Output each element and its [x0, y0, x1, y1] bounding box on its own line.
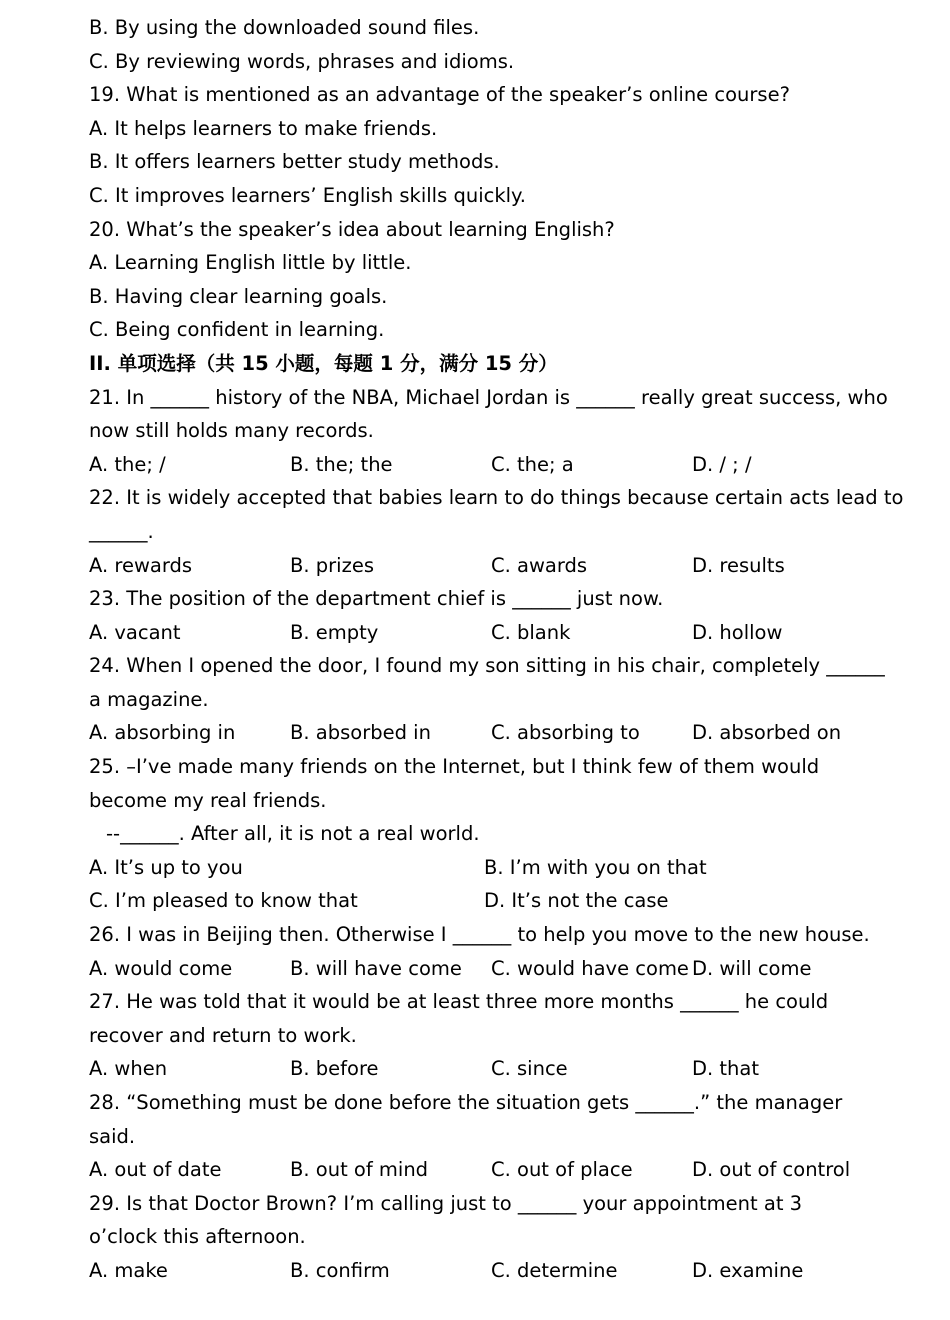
q29-option-a: A. make [89, 1258, 168, 1282]
q19-option-a: A. It helps learners to make friends. [89, 116, 438, 140]
q29-option-b: B. confirm [290, 1258, 390, 1282]
q27-option-c: C. since [491, 1057, 568, 1081]
q21-stem-line2: now still holds many records. [89, 419, 374, 443]
q23-stem: 23. The position of the department chief is ______ just now. [89, 587, 664, 611]
q23-option-d: D. hollow [692, 620, 783, 644]
q22-option-d: D. results [692, 553, 785, 577]
q20-option-c: C. Being confident in learning. [89, 318, 385, 342]
q19-option-b: B. It offers learners better study methods. [89, 150, 500, 174]
q22-stem-line1: 22. It is widely accepted that babies learn to do things because certain acts lead to [89, 486, 904, 510]
q24-stem-line2: a magazine. [89, 687, 209, 711]
q27-options [89, 1052, 879, 1086]
q28-stem-line2: said. [89, 1124, 136, 1148]
q25-option-c: C. I’m pleased to know that [89, 889, 358, 913]
q22-option-c: C. awards [491, 553, 588, 577]
q29-options [89, 1254, 879, 1288]
q21-options [89, 448, 879, 482]
section-heading: II. 单项选择（共 15 小题，每题 1 分，满分 15 分） [89, 351, 558, 375]
q25-stem-line2: become my real friends. [89, 788, 327, 812]
q18-option-c: C. By reviewing words, phrases and idioms. [89, 49, 515, 73]
q20-option-b: B. Having clear learning goals. [89, 284, 388, 308]
q21-option-d: D. / ; / [692, 452, 752, 476]
q23-option-b: B. empty [290, 620, 379, 644]
q22-options [89, 549, 879, 583]
q28-option-a: A. out of date [89, 1158, 222, 1182]
q23-option-c: C. blank [491, 620, 571, 644]
q22-option-a: A. rewards [89, 553, 193, 577]
q29-option-d: D. examine [692, 1258, 804, 1282]
q26-option-c: C. would have come [491, 956, 689, 980]
q24-option-d: D. absorbed on [692, 721, 842, 745]
q28-stem-line1: 28. “Something must be done before the situation gets ______.” the manager [89, 1091, 843, 1114]
q26-option-b: B. will have come [290, 956, 462, 980]
q24-option-b: B. absorbed in [290, 721, 431, 745]
q21-option-a: A. the; / [89, 452, 166, 476]
q28-option-c: C. out of place [491, 1158, 633, 1182]
q27-option-d: D. that [692, 1057, 760, 1081]
q27-option-a: A. when [89, 1057, 168, 1081]
q21-option-b: B. the; the [290, 452, 393, 476]
q28-option-d: D. out of control [692, 1158, 851, 1182]
q25-options-row1 [89, 851, 879, 885]
q25-stem-line1: 25. –I’ve made many friends on the Internet, but I think few of them would [89, 755, 820, 779]
q24-options [89, 716, 879, 750]
q29-option-c: C. determine [491, 1258, 618, 1282]
q25-options-row2 [89, 884, 879, 918]
q24-option-a: A. absorbing in [89, 721, 236, 745]
q24-option-c: C. absorbing to [491, 721, 640, 745]
q28-option-b: B. out of mind [290, 1158, 429, 1182]
q26-option-a: A. would come [89, 956, 233, 980]
q18-option-b: B. By using the downloaded sound files. [89, 16, 480, 39]
q22-option-b: B. prizes [290, 553, 374, 577]
q29-stem-line2: o’clock this afternoon. [89, 1225, 306, 1249]
q22-stem-line2: ______. [89, 519, 154, 543]
q27-stem-line1: 27. He was told that it would be at least three more months ______ he could [89, 990, 829, 1014]
q24-stem-line1: 24. When I opened the door, I found my son sitting in his chair, completely ______ [89, 654, 885, 678]
q26-stem: 26. I was in Beijing then. Otherwise I ______ to help you move to the new house. [89, 923, 870, 947]
q25-option-a: A. It’s up to you [89, 855, 243, 879]
exam-page [89, 11, 904, 1288]
q23-option-a: A. vacant [89, 620, 181, 644]
q19-option-c: C. It improves learners’ English skills quickly. [89, 183, 526, 207]
q23-options [89, 616, 879, 650]
q26-options [89, 952, 879, 986]
q25-stem-line3: --______. After all, it is not a real world. [106, 822, 480, 846]
q20-option-a: A. Learning English little by little. [89, 251, 412, 275]
q29-stem-line1: 29. Is that Doctor Brown? I’m calling just to ______ your appointment at 3 [89, 1191, 803, 1215]
q28-options [89, 1153, 879, 1187]
q27-option-b: B. before [290, 1057, 379, 1081]
q27-stem-line2: recover and return to work. [89, 1023, 357, 1047]
q25-option-b: B. I’m with you on that [484, 855, 707, 879]
q19-stem: 19. What is mentioned as an advantage of the speaker’s online course? [89, 83, 790, 107]
q21-option-c: C. the; a [491, 452, 574, 476]
q26-option-d: D. will come [692, 956, 812, 980]
q21-stem-line1: 21. In ______ history of the NBA, Michael Jordan is ______ really great success, who [89, 385, 888, 409]
q20-stem: 20. What’s the speaker’s idea about learning English? [89, 217, 615, 241]
q25-option-d: D. It’s not the case [484, 889, 669, 913]
